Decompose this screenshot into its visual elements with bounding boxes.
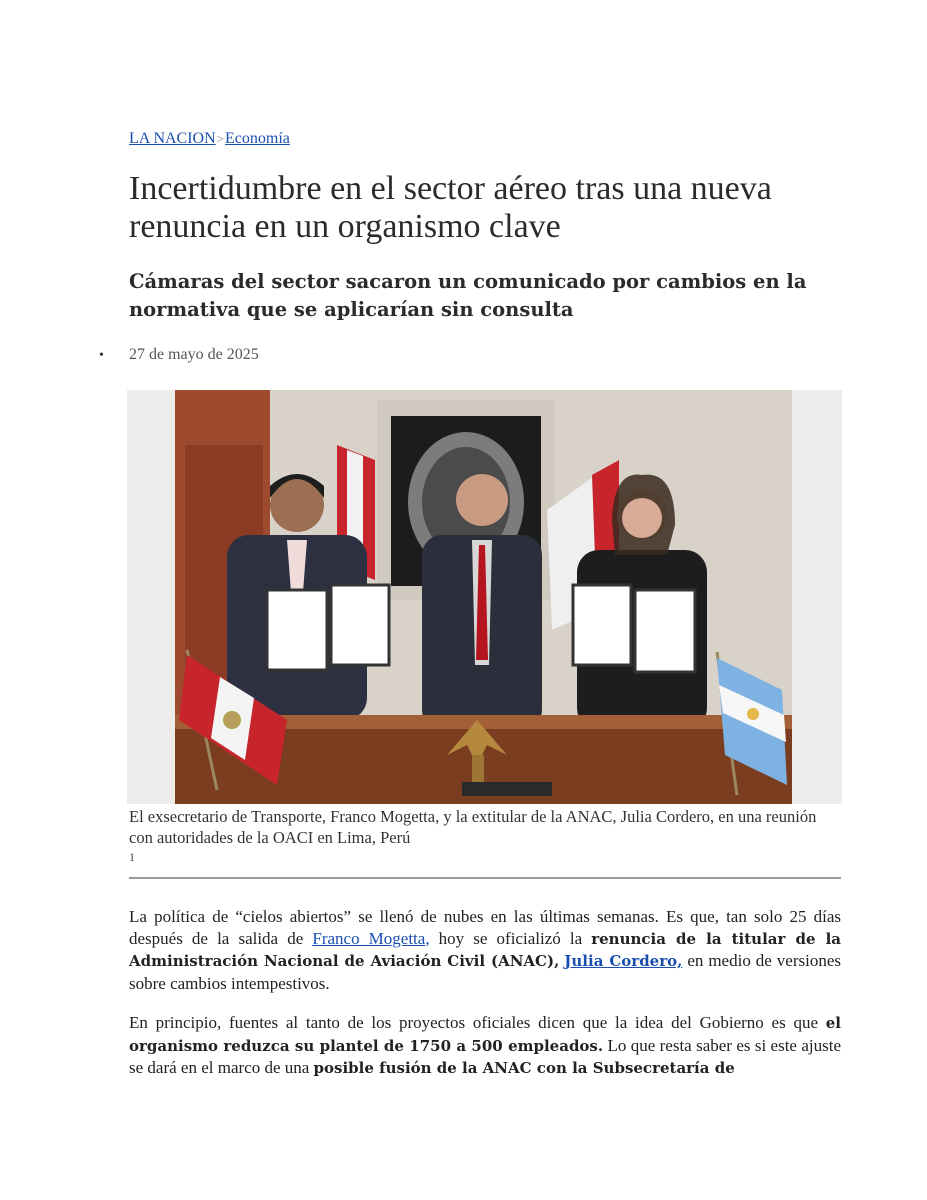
paragraph-1-text-1: La política de “cielos abiertos” se llenó de nubes en las últimas semanas. Es que, tan solo 25 días después de la salida de [129,907,841,948]
article-subtitle: Cámaras del sector sacaron un comunicado por cambios en la normativa que se aplicarían sin consulta [129,270,807,321]
link-franco-mogetta[interactable]: Franco Mogetta, [312,928,430,948]
paragraph-1-text-4: en medio de versiones sobre cambios intempestivos. [129,951,841,993]
article-photo [127,390,842,804]
paragraph-2-bold-2: posible fusión de la ANAC con la Subsecretaría de [313,1059,735,1077]
photo-illustration [127,390,842,804]
paragraph-1-bold-1: renuncia de la titular de la Administración Nacional de Aviación Civil (ANAC), [129,929,841,970]
breadcrumb-separator: > [216,131,225,146]
divider [129,877,841,879]
paragraph-2-text-2: Lo que resta saber es si este ajuste se dará en el marco de una [129,1035,841,1077]
article-date: 27 de mayo de 2025 [129,346,259,363]
breadcrumb-section-link[interactable]: Economía [225,130,290,147]
link-julia-cordero[interactable]: Julia Cordero, [564,952,683,970]
paragraph-1 [129,906,841,994]
paragraph-2 [129,1012,841,1080]
paragraph-2-bold-1: el organismo reduzca su plantel de 1750 a 500 empleados. [129,1014,841,1055]
paragraph-2-text-1: En principio, fuentes al tanto de los proyectos oficiales dicen que la idea del Gobierno es que [129,1013,826,1032]
bullet-icon: • [99,348,104,363]
caption-number: 1 [129,850,135,864]
paragraph-1-text-2: hoy se oficializó la [429,928,592,948]
breadcrumb-home-link[interactable]: LA NACION [129,130,216,147]
date-row [99,346,259,364]
breadcrumb [129,130,290,148]
photo-caption: El exsecretario de Transporte, Franco Mogetta, y la extitular de la ANAC, Julia Cordero, en una reunión con autoridades de la OACI en Lima, Perú [129,807,817,847]
article-title: Incertidumbre en el sector aéreo tras una nueva renuncia en un organismo clave [129,170,772,245]
